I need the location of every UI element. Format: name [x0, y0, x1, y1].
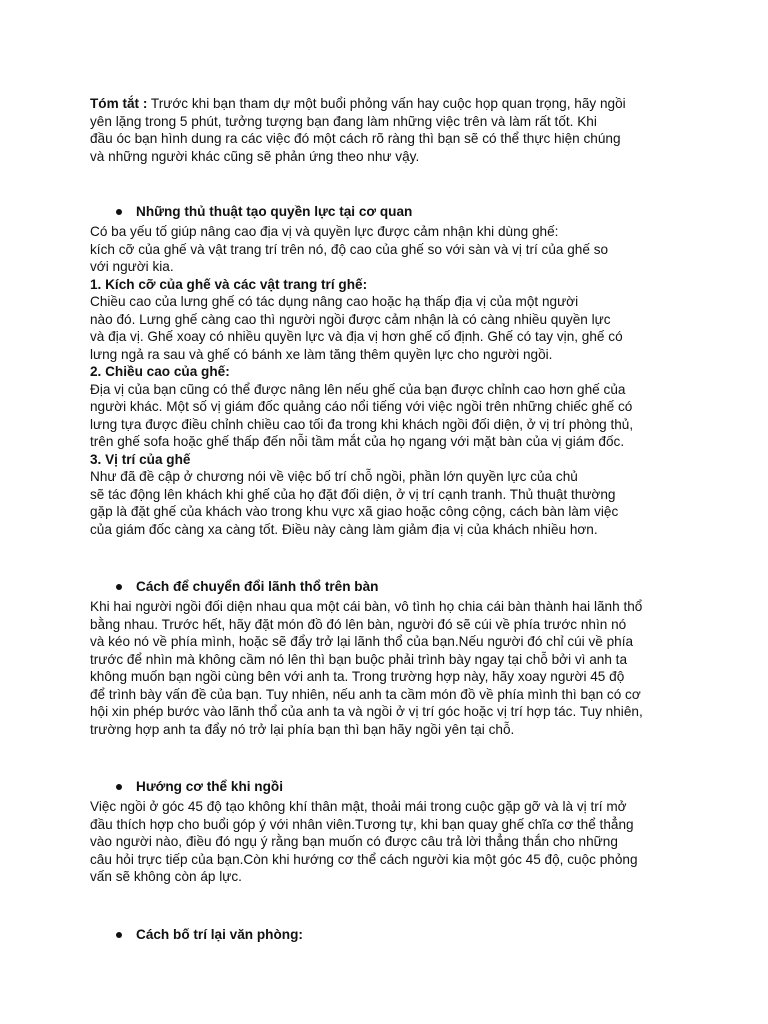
bullet-heading-power-tricks: [90, 203, 690, 223]
text-line: trường hợp anh ta đẩy nó trở lại phía bạn thì bạn hãy ngồi yên tại chỗ.: [90, 721, 515, 737]
text-line: Chiều cao của lưng ghế có tác dụng nâng cao hoặc hạ thấp địa vị của một người: [90, 294, 579, 309]
text-line: Như đã đề cập ở chương nói về việc bố trí chỗ ngồi, phần lớn quyền lực của chủ: [90, 469, 578, 484]
bullet-heading-table-territory: [90, 578, 690, 598]
summary-paragraph: [90, 95, 690, 165]
text-line: và kéo nó về phía mình, hoặc sẽ đẩy trở lại lãnh thổ của bạn.Nếu người đó chỉ cúi về phía: [90, 634, 634, 649]
text-line: câu hỏi trực tiếp của bạn.Còn khi hướng cơ thể cách người kia một góc 45 độ, cuộc phỏng: [90, 851, 638, 867]
subsection-paragraph: [90, 381, 690, 451]
text-line: trước để nhìn mà không cầm nó lên thì bạn buộc phải trình bày ngay tại chỗ bởi vì anh ta: [90, 651, 628, 667]
section-paragraph: [90, 598, 690, 738]
text-line: sẽ tác động lên khách khi ghế của họ đặt đối diện, ở vị trí cạnh tranh. Thủ thuật thường: [90, 486, 616, 502]
summary-line: đầu óc bạn hình dung ra các việc đó một cách rõ ràng thì bạn sẽ có thể thực hiện chúng: [90, 131, 621, 146]
text-line: bằng nhau. Trước hết, hãy đặt món đồ đó lên bàn, người đó sẽ cúi về phía trước nhìn nó: [90, 616, 627, 632]
text-line: Khi hai người ngồi đối diện nhau qua một cái bàn, vô tình họ chia cái bàn thành hai lãnh thổ: [90, 599, 643, 614]
text-line: và địa vị. Ghế xoay có nhiều quyền lực và địa vị hơn ghế cố định. Ghế có tay vịn, ghế có: [90, 329, 623, 344]
bullet-heading-body-orientation: [90, 778, 690, 798]
bullet-text: Hướng cơ thể khi ngồi: [136, 779, 283, 794]
text-line: gặp là đặt ghế của khách vào trong khu vực xã giao hoặc công cộng, cách bàn làm việc: [90, 504, 619, 519]
bullet-icon: [116, 209, 122, 215]
summary-line: yên lặng trong 5 phút, tưởng tượng bạn đang làm những việc trên và làm rất tốt. Khi: [90, 113, 597, 129]
subsection-paragraph: [90, 293, 690, 363]
text-line: đầu thích hợp cho buổi góp ý với nhân viên.Tương tự, khi bạn quay ghế chĩa cơ thể thẳng: [90, 816, 634, 832]
text-line: hội xin phép bước vào lãnh thổ của anh ta và ngồi ở vị trí góc hoặc vị trí hợp tác. Tuy nhiên,: [90, 704, 643, 719]
text-line: với người kia.: [90, 259, 174, 274]
text-line: lưng tựa được điều chỉnh chiều cao tối đa trong khi khách ngồi đối diện, ở vị trí phòng thủ,: [90, 416, 634, 432]
bullet-text: Cách để chuyển đổi lãnh thổ trên bàn: [136, 579, 379, 594]
text-line: vấn sẽ không còn áp lực.: [90, 869, 242, 884]
bullet-icon: [116, 784, 122, 790]
subsection-paragraph: [90, 468, 690, 538]
summary-label: Tóm tắt :: [90, 96, 148, 111]
text-line: lưng ngả ra sau và ghế có bánh xe làm tăng thêm quyền lực cho người ngồi.: [90, 346, 553, 362]
bullet-heading-office-layout: [90, 926, 690, 946]
text-line: vào người nào, điều đó ngụ ý rằng bạn muốn có được câu trả lời thẳng thắn cho những: [90, 834, 618, 849]
text-line: không muốn bạn ngồi cùng bên với anh ta. Trong trường hợp này, hãy xoay người 45 độ: [90, 669, 625, 684]
text-line: nào đó. Lưng ghế càng cao thì người ngồi được cảm nhận là có càng nhiều quyền lực: [90, 311, 611, 327]
text-line: của giám đốc càng xa càng tốt. Điều này càng làm giảm địa vị của khách nhiều hơn.: [90, 521, 598, 537]
subheading-chair-size: 1. Kích cỡ của ghế và các vật trang trí ghế:: [90, 276, 368, 292]
text-line: người khác. Một số vị giám đốc quảng cáo nổi tiếng với việc ngồi trên những chiếc ghế có: [90, 399, 633, 414]
document-body: [90, 95, 690, 946]
text-line: Có ba yếu tố giúp nâng cao địa vị và quyền lực được cảm nhận khi dùng ghế:: [90, 224, 559, 239]
bullet-text: Những thủ thuật tạo quyền lực tại cơ quan: [136, 204, 413, 219]
summary-text: Trước khi bạn tham dự một buổi phỏng vấn hay cuộc họp quan trọng, hãy ngồi: [147, 96, 626, 111]
section-intro: [90, 223, 690, 276]
bullet-text: Cách bố trí lại văn phòng:: [136, 926, 303, 942]
subheading-chair-position: 3. Vị trí của ghế: [90, 451, 191, 467]
text-line: Địa vị của bạn cũng có thể được nâng lên nếu ghế của bạn được chỉnh cao hơn ghế của: [90, 381, 626, 397]
text-line: để trình bày vấn đề của bạn. Tuy nhiên, nếu anh ta cầm món đồ về phía mình thì bạn có cơ: [90, 686, 641, 702]
subheading-chair-height: 2. Chiều cao của ghế:: [90, 364, 230, 379]
bullet-icon: [116, 932, 122, 938]
text-line: trên ghế sofa hoặc ghế thấp đến nỗi tầm mắt của họ ngang với mặt bàn của vị giám đốc.: [90, 434, 625, 449]
bullet-icon: [116, 584, 122, 590]
section-paragraph: [90, 798, 690, 886]
text-line: Việc ngồi ở góc 45 độ tạo không khí thân mật, thoải mái trong cuộc gặp gỡ và là vị trí mở: [90, 799, 627, 814]
summary-line: và những người khác cũng sẽ phản ứng theo như vậy.: [90, 148, 420, 164]
summary-first-line: [90, 95, 690, 113]
text-line: kích cỡ của ghế và vật trang trí trên nó, độ cao của ghế so với sàn và vị trí của ghế so: [90, 241, 609, 257]
